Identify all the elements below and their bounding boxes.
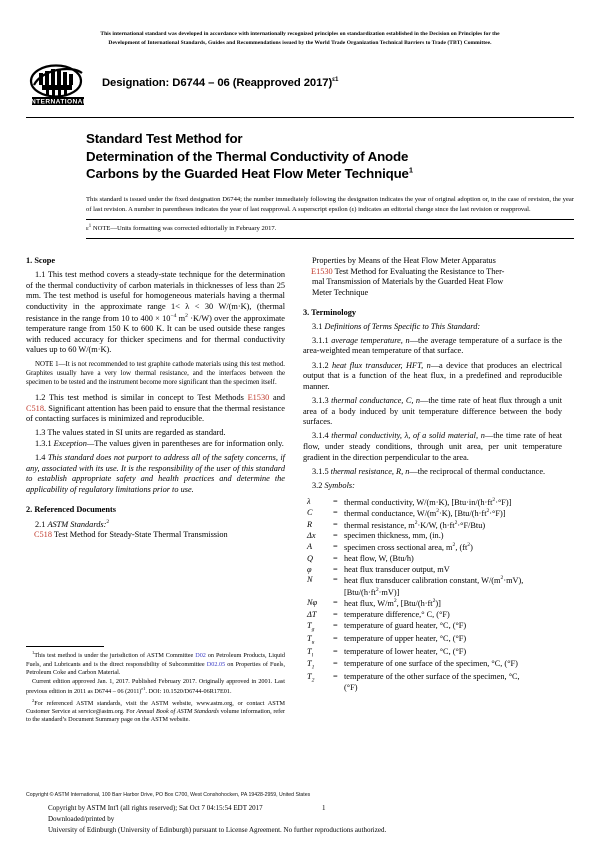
footnote-2	[26, 698, 285, 725]
p21-sup: 2	[106, 518, 110, 525]
def-315-number: 3.1.5	[312, 466, 329, 476]
footnote-2-italic: Annual Book of ASTM Standards	[136, 707, 219, 715]
link-e1530[interactable]: E1530	[247, 392, 270, 402]
reference-entry-c518-continued	[303, 256, 562, 267]
footnote-1-text-b: on Petroleum Products, Liquid Fuels, and Lubricants and is the direct responsibility of Subcommittee	[26, 652, 285, 668]
page-title	[86, 130, 574, 183]
p131-number: 1.3.1	[35, 438, 52, 448]
title-line-1: Standard Test Method for	[86, 131, 243, 147]
symbol-row	[303, 647, 562, 660]
footnote-2-text-a: For referenced ASTM standards, visit the ASTM website, www.astm.org, or contact ASTM Customer Service at service@astm.org. For	[26, 699, 285, 715]
p11-text-b: m	[176, 313, 186, 323]
designation-label: Designation:	[102, 76, 170, 89]
symbol-row	[303, 598, 562, 610]
title-line-3: Carbons by the Guarded Heat Flow Meter Technique	[86, 166, 409, 182]
link-committee-d02[interactable]: D02	[195, 652, 206, 660]
definition-3-1-2	[303, 361, 562, 393]
note-1	[26, 361, 285, 388]
paragraph-1-1	[26, 270, 285, 356]
title-block	[86, 130, 574, 183]
symbol-equals: =	[333, 542, 338, 552]
symbol-equals: =	[333, 672, 338, 682]
reference-entry-e1530	[303, 267, 562, 278]
terminology-heading: Terminology	[311, 307, 357, 317]
symbols-list	[303, 497, 562, 694]
astm-logo-icon	[28, 63, 90, 109]
designation-superscript: ε1	[332, 76, 339, 84]
footnote-1-marker: 1	[32, 650, 35, 656]
p12-text-mid: and	[269, 392, 285, 402]
symbol-equals: =	[333, 531, 338, 541]
ref-link-e1530[interactable]: E1530	[311, 266, 333, 276]
designation-value: D6744 – 06 (Reapproved 2017)	[172, 76, 333, 89]
definition-3-1-4	[303, 431, 562, 463]
symbol-definition: heat flow, W, (Btu/h)	[344, 553, 414, 563]
download-line-1: Copyright by ASTM Int'l (all rights reserved); Sat Oct 7 04:15:54 EDT 2017	[48, 804, 263, 813]
note-1-label: NOTE 1	[35, 360, 59, 368]
reference-entry-e1530-line2	[303, 277, 562, 288]
symbol-equals: =	[333, 508, 338, 518]
link-subcommittee-d0205[interactable]: D02.05	[206, 660, 226, 668]
ref-title-e1530: Test Method for Evaluating the Resistance to Ther-	[334, 266, 505, 276]
symbol-row	[303, 508, 562, 520]
symbol-row	[303, 659, 562, 672]
symbol-equals: =	[333, 646, 338, 656]
paragraph-1-3-1	[26, 439, 285, 450]
terminology-number: 3.	[303, 307, 310, 317]
refdocs-heading: Referenced Documents	[34, 504, 116, 514]
p32-italic: Symbols:	[324, 481, 355, 491]
symbol-name: $T_g$	[307, 620, 315, 633]
definition-3-1-3	[303, 396, 562, 428]
scope-heading: Scope	[34, 256, 56, 266]
symbol-name: N	[307, 575, 313, 585]
symbol-equals: =	[333, 620, 338, 630]
symbol-definition: specimen thickness, mm, (in.)	[344, 531, 444, 541]
reference-entry-e1530-line3	[303, 288, 562, 299]
symbol-row	[303, 672, 562, 694]
symbol-row	[303, 531, 562, 542]
tbt-line-1: This international standard was developed in accordance with internationally recognized principles on standardization established in the Decision on Principles for the	[100, 31, 500, 37]
footnote-1-edition-a: Current edition approved Jan. 1, 2017. Published February 2017. Originally approved in 2001. Last previous edition in 2011 as D6744 – 06 (2011)	[26, 678, 285, 696]
p11-sup-2: 2	[185, 312, 188, 319]
symbol-name: λ	[307, 496, 311, 506]
def-313-term: thermal conductance, C, n	[331, 396, 421, 405]
p12-text-a: This test method is similar in concept to Test Methods	[48, 392, 248, 402]
symbol-equals: =	[333, 598, 338, 608]
symbol-definition: thermal conductivity, W/(m·K), $[Btu\cdot in/(h\cdot ft^2\cdot^\circ F)]$	[344, 496, 512, 507]
p12-text-b: . Significant attention has been paid to ensure that the thermal resistance of contacting surfaces is minimized and reproducible.	[26, 403, 285, 424]
symbol-equals: =	[333, 609, 338, 619]
symbol-name: $T_l$	[307, 646, 314, 659]
reference-entry-c518	[26, 530, 285, 541]
designation-line	[102, 63, 338, 89]
title-footnote-marker: 1	[408, 165, 413, 175]
def-312-number: 3.1.2	[312, 360, 329, 370]
p11-sup-1: −4	[170, 312, 177, 319]
symbol-name: Δx	[307, 531, 316, 541]
p13-text: The values stated in SI units are regarded as standard.	[47, 428, 226, 438]
def-315-text: —the reciprocal of thermal conductance.	[409, 466, 546, 476]
symbol-equals: =	[333, 496, 338, 506]
tbt-banner	[26, 0, 574, 47]
symbol-definition: temperature of upper heater, °C, (°F)	[344, 633, 467, 643]
symbol-definition: thermal conductance, $W/(m^2\cdot K)$, $[Btu/(h\cdot ft^2\cdot^\circ F)]$	[344, 508, 506, 519]
link-c518[interactable]: C518	[26, 403, 44, 413]
symbol-definition: temperature of one surface of the specimen, °C, (°F)	[344, 659, 518, 669]
symbol-name: R	[307, 519, 313, 529]
symbol-name: A	[307, 542, 313, 552]
right-column	[303, 256, 562, 724]
paragraph-3-1	[303, 322, 562, 333]
section-heading-terminology	[303, 308, 562, 319]
p12-number: 1.2	[35, 392, 46, 402]
symbol-definition: specimen cross sectional area, $m^2$, $(ft^2)$	[344, 542, 473, 552]
definition-3-1-5	[303, 467, 562, 478]
issued-note: This standard is issued under the fixed designation D6744; the number immediately following the designation indicates the year of original adoption or, in the case of revision, the year of last revision. A number in parentheses indicates the year of last reapproval. A superscript epsilon (ε) indicates an editorial change since the last revision or reapproval.	[86, 196, 574, 213]
symbol-row	[303, 634, 562, 647]
symbol-definition: temperature of guard heater, °C, (°F)	[344, 620, 467, 630]
ref-title-c518: Test Method for Steady-State Thermal Transmission	[53, 529, 228, 539]
footnote-block	[26, 646, 285, 724]
symbol-row	[303, 565, 562, 576]
symbol-row	[303, 542, 562, 554]
paragraph-3-2	[303, 481, 562, 492]
symbol-row	[303, 621, 562, 634]
paragraph-1-3	[26, 428, 285, 439]
footnote-divider	[26, 646, 104, 647]
svg-text:INTERNATIONAL: INTERNATIONAL	[28, 98, 88, 106]
two-column-body	[26, 256, 574, 724]
symbol-equals: =	[333, 519, 338, 529]
tbt-line-2: Development of International Standards, Guides and Recommendations issued by the World Trade Organization Technical Barriers to Trade (TBT) Committee.	[108, 39, 492, 46]
symbol-definition: heat flux, $W/m^2$, $[Btu/(h\cdot ft^2)]$	[344, 598, 441, 609]
footnote-2-text-b: volume information, refer to the standard’s Document Summary page on the ASTM website.	[26, 707, 286, 723]
p14-text: This standard does not purport to address all of the safety concerns, if any, associated with its use. It is the responsibility of the user of this standard to establish appropriate safety and health practices and determine the applicability of regulatory limitations prior to use.	[26, 453, 285, 495]
symbol-equals: =	[333, 564, 338, 574]
def-314-term: thermal conductivity, λ, of a solid material, n	[331, 431, 485, 441]
def-313-text: —the time rate of heat flux through a unit area of a body induced by unit temperature difference between the body surfaces.	[303, 396, 562, 427]
p21-number: 2.1	[35, 519, 46, 529]
p11-text-c: ·K/W) over the approximate temperature range from 150 K to 600 K. It can be used outside these ranges with reduced accuracy for thicker specimens and for thermal conductivity values up to 60 W/(m·K).	[26, 313, 285, 355]
footnote-1-edition-sup: ε1	[141, 686, 146, 692]
symbol-equals: =	[333, 575, 338, 585]
epsilon-marker: ε	[86, 225, 89, 233]
def-311-text: —the average temperature of a surface is the area-weighted mean temperature of that surface.	[303, 335, 562, 356]
page-footer	[26, 792, 574, 836]
symbol-row	[303, 520, 562, 532]
paragraph-1-4	[26, 453, 285, 496]
symbol-name: $T_2$	[307, 672, 315, 685]
symbol-equals: =	[333, 633, 338, 643]
symbol-definition: heat flux transducer output, mV	[344, 564, 450, 574]
paragraph-2-1	[26, 519, 285, 530]
epsilon-note-text: NOTE—Units formatting was corrected editorially in February 2017.	[92, 225, 277, 233]
page-number: 1	[322, 804, 326, 813]
p11-number: 1.1	[35, 269, 46, 279]
symbol-name: φ	[307, 564, 312, 574]
p13-number: 1.3	[35, 428, 46, 438]
symbol-row	[303, 497, 562, 509]
title-line-2: Determination of the Thermal Conductivity of Anode	[86, 148, 409, 164]
def-311-number: 3.1.1	[312, 335, 329, 345]
download-stamp	[48, 803, 574, 836]
note-1-text: —It is not recommended to test graphite cathode materials using this test method. Graphites usually have a very low thermal resistance, and the interfaces between the specimen to be tested and the instrument become more significant than the specimen itself.	[26, 360, 285, 386]
symbol-name: $T_u$	[307, 633, 315, 646]
symbol-name: $T_1$	[307, 659, 315, 672]
def-311-term: average temperature, n	[331, 335, 410, 345]
issued-note-divider	[86, 219, 574, 220]
p131-text: The values given in parentheses are for information only.	[94, 438, 284, 448]
def-315-term: thermal resistance, R, n	[330, 466, 410, 476]
symbol-definition: temperature difference,° C, (°F)	[344, 609, 450, 619]
footnote-1-edition-b: . DOI: 10.1520/D6744-06R17E01.	[145, 688, 232, 696]
footnote-1-text-c: on Properties of Fuels, Petroleum Coke and Carbon Material.	[26, 660, 286, 676]
ref-link-c518[interactable]: C518	[34, 529, 52, 539]
p21-italic: ASTM Standards:	[47, 519, 107, 529]
def-313-number: 3.1.3	[312, 396, 329, 405]
p11-text-a: This test method covers a steady-state technique for the determination of the thermal conductivity of carbon materials in thicknesses of less than 25 mm. The test method is useful for homogeneous materials having a thermal conductivity in the approximate range 1< λ < 30 W/(m·K), (thermal resistance in the range from 10 to 400 × 10	[26, 269, 285, 323]
section-heading-referenced-documents	[26, 505, 285, 516]
header-divider	[26, 117, 574, 118]
p32-number: 3.2	[312, 481, 323, 491]
footnote-1-text-a: This test method is under the jurisdiction of ASTM Committee	[34, 652, 196, 660]
download-line-3: University of Edinburgh (University of Edinburgh) pursuant to License Agreement. No further reproductions authorized.	[48, 826, 387, 835]
paragraph-1-2	[26, 393, 285, 425]
symbol-definition: temperature of lower heater, °C, (°F)	[344, 646, 467, 656]
p31-italic: Definitions of Terms Specific to This Standard:	[324, 321, 481, 331]
def-312-term: heat flux transducer, HFT, n	[332, 360, 431, 370]
epsilon-marker-sup: 1	[88, 224, 92, 230]
p31-number: 3.1	[312, 321, 323, 331]
def-312-text: —a device that produces an electrical output that is a function of the heat flux, in a predefined and reproducible manner.	[303, 360, 562, 391]
symbol-name: C	[307, 508, 313, 518]
p14-number: 1.4	[35, 453, 46, 463]
def-314-text: —the time rate of heat flow, under steady conditions, through unit area, per unit temperature gradient in the direction perpendicular to the area.	[303, 431, 563, 462]
footnote-1	[26, 650, 285, 677]
symbol-definition: temperature of the other surface of the specimen, °C, (°F)	[344, 672, 520, 693]
epsilon-note-divider	[86, 238, 574, 239]
footnote-1-edition	[26, 678, 285, 696]
symbol-row	[303, 554, 562, 565]
def-314-number: 3.1.4	[312, 431, 329, 441]
ref-title-c518-cont: Properties by Means of the Heat Flow Meter Apparatus	[312, 256, 496, 266]
symbol-name: Nφ	[307, 598, 318, 608]
symbol-definition: heat flux transducer calibration constant, $W/(m^2\cdot mV)$, $[Btu/(h\cdot ft^2\cdot mV)]$	[344, 575, 524, 597]
footnote-2-marker: 2	[32, 697, 35, 703]
symbol-name: ΔT	[307, 609, 317, 619]
symbol-row	[303, 610, 562, 621]
download-line-2: Downloaded/printed by	[48, 815, 115, 824]
ref-title-e1530-l3: Meter Technique	[312, 288, 369, 298]
symbol-definition: thermal resistance, $m^2\cdot K/W$, $(h\cdot ft^2\cdot^\circ F/Btu)$	[344, 519, 486, 530]
epsilon-note	[86, 224, 574, 234]
scope-number: 1.	[26, 256, 33, 266]
ref-title-e1530-l2: mal Transmission of Materials by the Guarded Heat Flow	[312, 277, 504, 287]
symbol-equals: =	[333, 659, 338, 669]
refdocs-number: 2.	[26, 504, 33, 514]
copyright-line: Copyright © ASTM International, 100 Barr Harbor Drive, PO Box C700, West Conshohocken, PA 19428-2959, United States	[26, 791, 311, 798]
left-column	[26, 256, 285, 724]
p131-italic: Exception—	[53, 438, 95, 448]
section-heading-scope	[26, 256, 285, 267]
document-header	[26, 63, 574, 109]
definition-3-1-1	[303, 336, 562, 357]
symbol-row	[303, 575, 562, 598]
symbol-equals: =	[333, 553, 338, 563]
symbol-name: Q	[307, 553, 313, 563]
